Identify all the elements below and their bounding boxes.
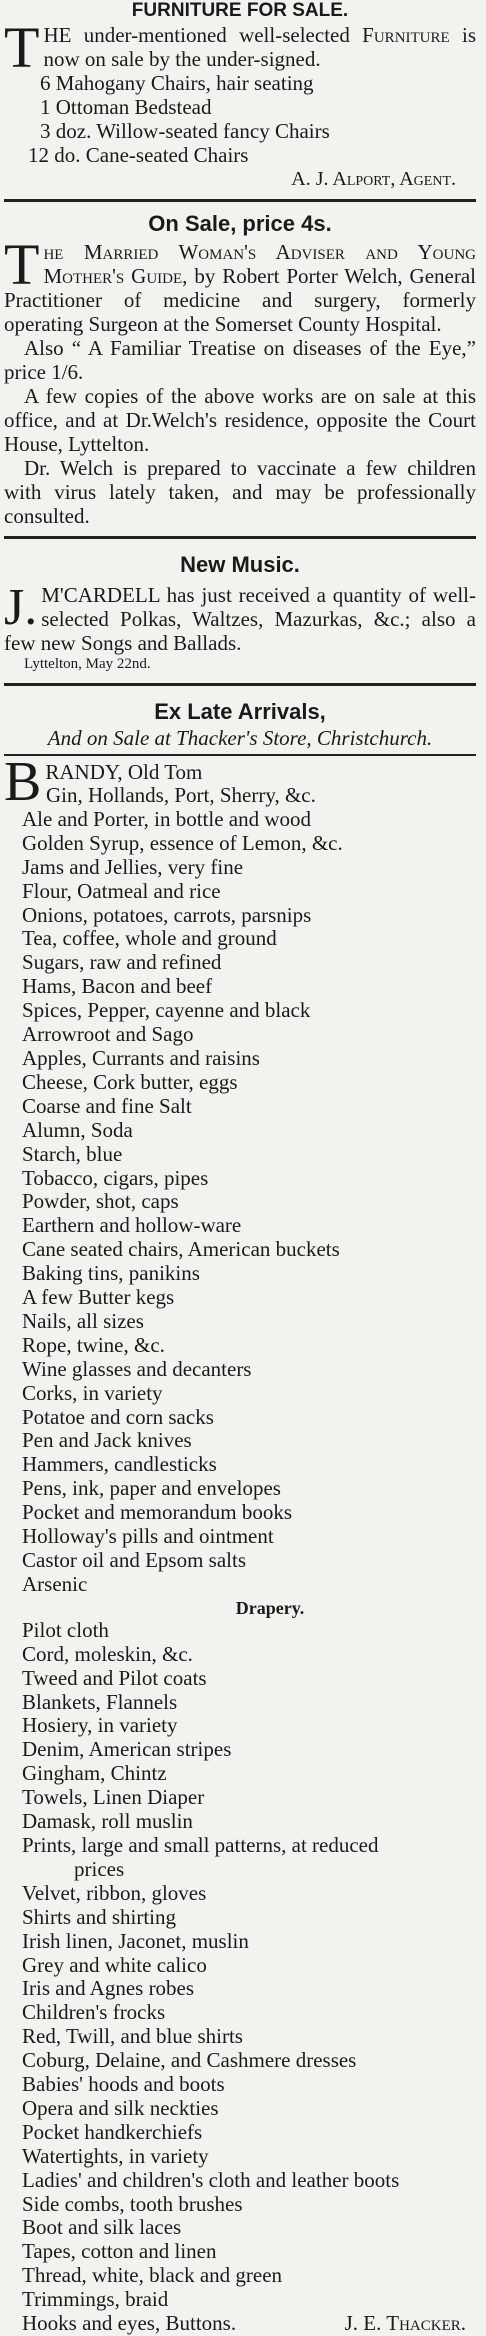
last-item-row bbox=[4, 2312, 476, 2336]
list-item: Potatoe and corn sacks bbox=[22, 1404, 214, 1429]
list-item: Hosiery, in variety bbox=[22, 1713, 178, 1738]
thacker-first-line: B RANDY, Old Tom bbox=[4, 751, 203, 813]
list-item: Cheese, Cork butter, eggs bbox=[22, 1069, 238, 1094]
list-item: Alumn, Soda bbox=[22, 1117, 133, 1142]
furniture-intro: T HE under-mentioned well-selected Furniture is now on sale by the under-signed. bbox=[4, 15, 477, 80]
list-item: Pilot cloth bbox=[22, 1617, 109, 1642]
list-item: Golden Syrup, essence of Lemon, &c. bbox=[22, 830, 343, 855]
furniture-ad bbox=[4, 0, 476, 191]
list-item: Hooks and eyes, Buttons. bbox=[22, 2311, 237, 2336]
list-item: Cord, moleskin, &c. bbox=[22, 1641, 193, 1666]
music-heading: New Music. bbox=[180, 552, 300, 577]
list-item: Pens, ink, paper and envelopes bbox=[22, 1476, 281, 1501]
thacker-subheading: And on Sale at Thacker's Store, Christchurch. bbox=[47, 726, 433, 750]
list-item: Tapes, cotton and linen bbox=[22, 2239, 217, 2264]
book-dropcap: T bbox=[4, 232, 40, 297]
list-item: Ladies' and children's cloth and leather boots bbox=[22, 2167, 400, 2192]
list-item: Nails, all sizes bbox=[22, 1308, 144, 1333]
list-item: Tweed and Pilot coats bbox=[22, 1665, 207, 1690]
drapery-heading: Drapery. bbox=[235, 1597, 305, 1618]
divider bbox=[4, 754, 476, 756]
list-item: Prints, large and small patterns, at reduced bbox=[22, 1832, 379, 1857]
store-items bbox=[4, 784, 476, 1597]
list-item: Spices, Pepper, cayenne and black bbox=[22, 998, 311, 1023]
list-item: Holloway's pills and ointment bbox=[22, 1524, 274, 1549]
thacker-dropcap: B bbox=[4, 751, 42, 813]
list-item: Cane seated chairs, American buckets bbox=[22, 1237, 340, 1262]
list-item: Red, Twill, and blue shirts bbox=[22, 2024, 243, 2049]
list-item: 12 do. Cane-seated Chairs bbox=[28, 143, 249, 167]
drapery-items bbox=[4, 1619, 476, 2312]
list-item: Blankets, Flannels bbox=[22, 1689, 178, 1714]
list-item: Pen and Jack knives bbox=[22, 1428, 192, 1453]
list-item: Arsenic bbox=[22, 1571, 88, 1596]
list-item: 1 Ottoman Bedstead bbox=[40, 95, 212, 119]
music-body: J. M'CARDELL has just received a quantity of well-selected Polkas, Waltzes, Mazurkas, &c.; also a few new Songs and Ballads. bbox=[4, 579, 476, 655]
list-item: Boot and silk laces bbox=[22, 2215, 182, 2240]
list-item: Pocket and memorandum books bbox=[22, 1500, 293, 1525]
book-body: T he Married Woman's Adviser and Young Mother's Guide, by Robert Porter Welch, General Practitioner of medicine and surgery, formerly operating Surgeon at the Somerset County Hospital. bbox=[4, 232, 476, 336]
list-item: Gingham, Chintz bbox=[22, 1761, 167, 1786]
list-item: Earthern and hollow-ware bbox=[22, 1213, 242, 1238]
list-item: Flour, Oatmeal and rice bbox=[22, 878, 221, 903]
book-vaccinate: Dr. Welch is prepared to vaccinate a few children with virus lately taken, and may be professionally consulted. bbox=[4, 456, 476, 528]
list-item: Corks, in variety bbox=[22, 1380, 163, 1405]
list-item: Starch, blue bbox=[22, 1141, 123, 1166]
list-item: Hammers, candlesticks bbox=[22, 1452, 217, 1477]
list-item: Baking tins, panikins bbox=[22, 1261, 200, 1286]
divider bbox=[4, 683, 476, 686]
list-item: Shirts and shirting bbox=[22, 1904, 177, 1929]
book-also: Also “ A Familiar Treatise on diseases of the Eye,” price 1/6. bbox=[4, 336, 476, 384]
list-item: Tea, coffee, whole and ground bbox=[22, 926, 277, 951]
furniture-items bbox=[4, 71, 476, 167]
thacker-heading: Ex Late Arrivals, bbox=[154, 699, 326, 724]
thacker-signature: J. E. Thacker. bbox=[344, 2311, 466, 2336]
list-item: Thread, white, black and green bbox=[22, 2263, 283, 2288]
list-item: Arrowroot and Sago bbox=[22, 1022, 194, 1047]
divider bbox=[4, 536, 476, 539]
list-item: Pocket handkerchiefs bbox=[22, 2119, 203, 2144]
list-item: Gin, Hollands, Port, Sherry, &c. bbox=[46, 783, 316, 807]
list-item: Apples, Currants and raisins bbox=[22, 1045, 260, 1070]
list-item: Rope, twine, &c. bbox=[22, 1332, 165, 1357]
furniture-signature: A. J. Alport, Agent. bbox=[291, 168, 456, 190]
list-item: Towels, Linen Diaper bbox=[22, 1785, 205, 1810]
list-item: prices bbox=[74, 1856, 125, 1881]
list-item: Powder, shot, caps bbox=[22, 1189, 179, 1214]
list-item: Damask, roll muslin bbox=[22, 1809, 193, 1834]
book-heading: On Sale, price 4s. bbox=[148, 211, 332, 236]
list-item: Wine glasses and decanters bbox=[22, 1356, 252, 1381]
list-item: Hams, Bacon and beef bbox=[22, 974, 213, 999]
list-item: Denim, American stripes bbox=[22, 1737, 232, 1762]
list-item: Castor oil and Epsom salts bbox=[22, 1548, 246, 1572]
book-copies: A few copies of the above works are on sale at this office, and at Dr.Welch's residence, opposite the Court House, Lyttelton. bbox=[4, 384, 476, 456]
list-item: Grey and white calico bbox=[22, 1952, 207, 1977]
music-date: Lyttelton, May 22nd. bbox=[24, 656, 151, 672]
list-item: Irish linen, Jaconet, muslin bbox=[22, 1928, 249, 1953]
list-item: Jams and Jellies, very fine bbox=[22, 854, 244, 879]
list-item: Watertights, in variety bbox=[22, 2143, 209, 2168]
list-item: Children's frocks bbox=[22, 2000, 166, 2025]
list-item: Babies' hoods and boots bbox=[22, 2072, 225, 2097]
music-dropcap: J. bbox=[4, 579, 38, 636]
list-item: Opera and silk neckties bbox=[22, 2095, 219, 2120]
list-item: Coburg, Delaine, and Cashmere dresses bbox=[22, 2048, 357, 2073]
divider bbox=[4, 199, 476, 202]
list-item: Coarse and fine Salt bbox=[22, 1093, 192, 1118]
list-item: A few Butter kegs bbox=[22, 1285, 175, 1310]
thacker-ad bbox=[4, 698, 476, 2336]
list-item: Ale and Porter, in bottle and wood bbox=[22, 806, 312, 831]
list-item: Side combs, tooth brushes bbox=[22, 2191, 243, 2216]
furniture-dropcap: T bbox=[4, 15, 40, 80]
furniture-heading: FURNITURE FOR SALE. bbox=[131, 0, 349, 21]
music-ad bbox=[4, 551, 476, 673]
list-item: Sugars, raw and refined bbox=[22, 950, 222, 975]
list-item: Velvet, ribbon, gloves bbox=[22, 1880, 207, 1905]
book-ad bbox=[4, 210, 476, 528]
list-item: Onions, potatoes, carrots, parsnips bbox=[22, 902, 312, 927]
list-item: Iris and Agnes robes bbox=[22, 1976, 195, 2001]
list-item: Trimmings, braid bbox=[22, 2287, 169, 2312]
list-item: Tobacco, cigars, pipes bbox=[22, 1165, 209, 1190]
list-item: 6 Mahogany Chairs, hair seating bbox=[40, 71, 314, 95]
list-item: 3 doz. Willow-seated fancy Chairs bbox=[40, 119, 330, 143]
